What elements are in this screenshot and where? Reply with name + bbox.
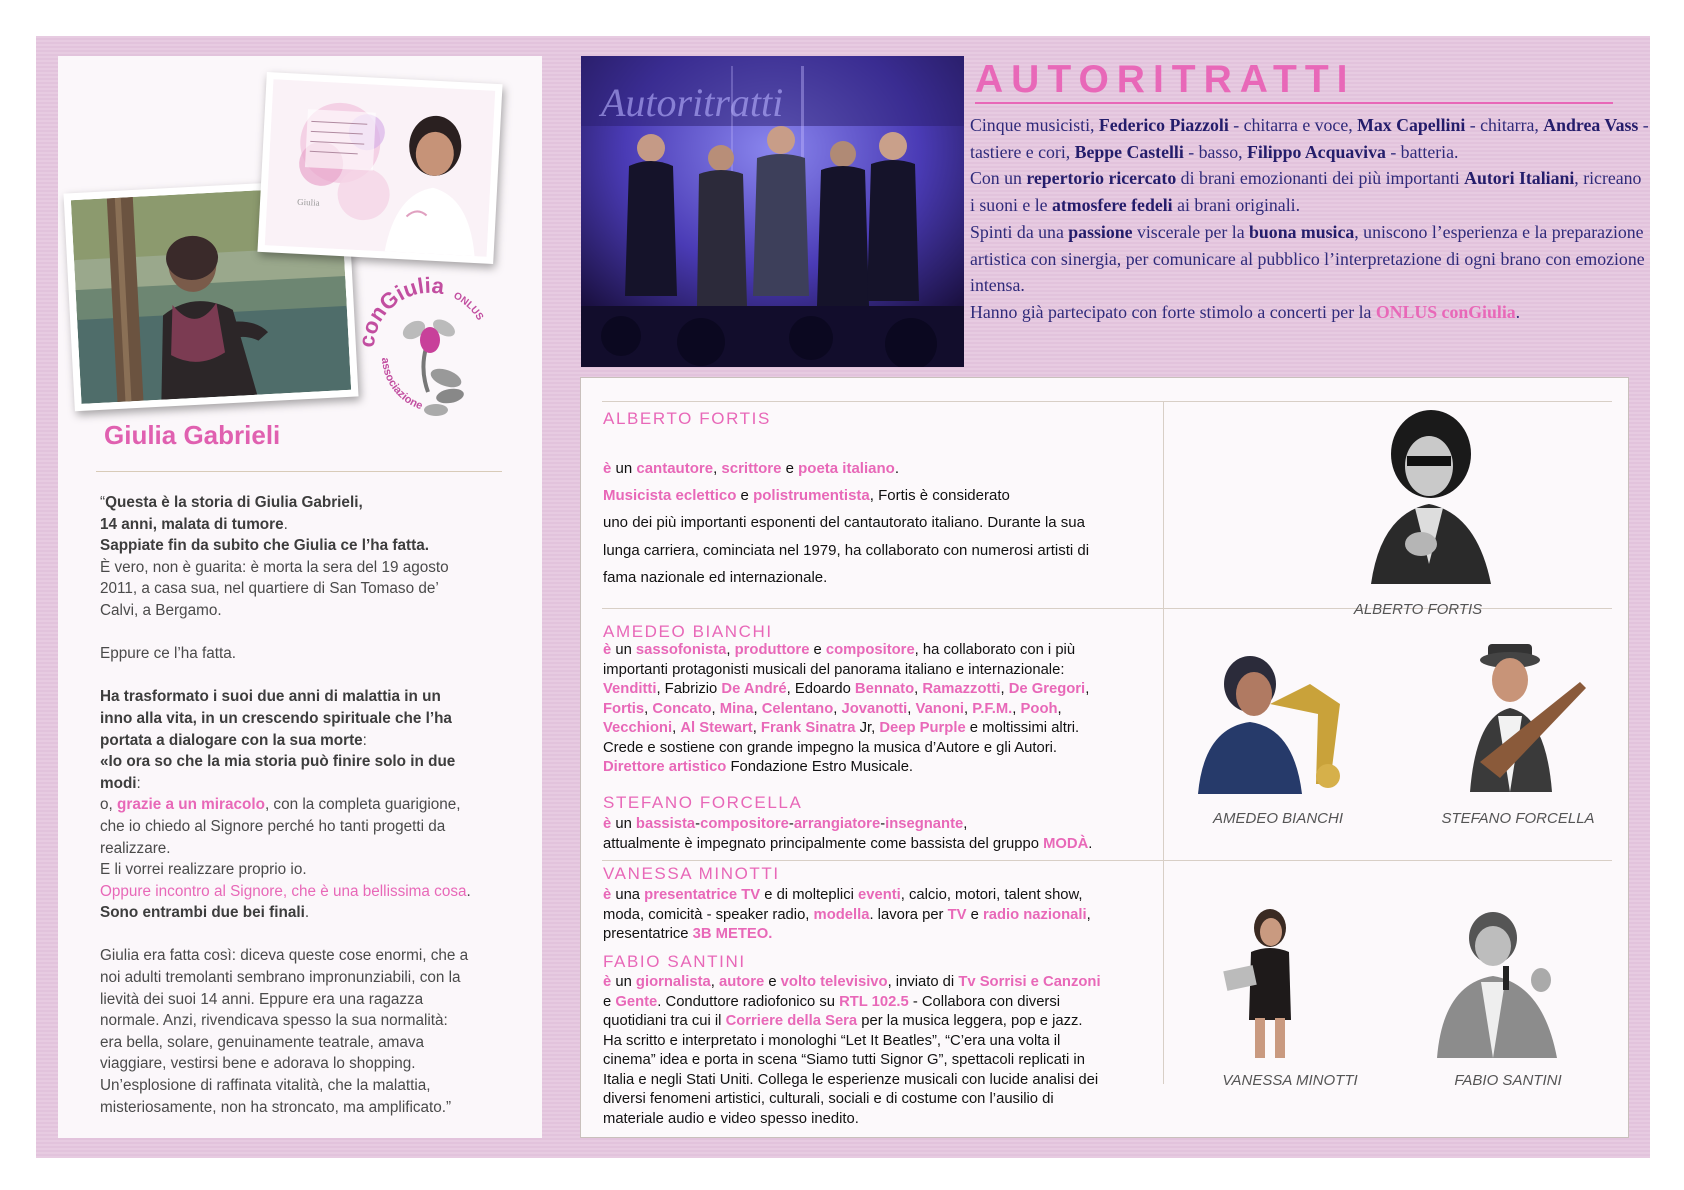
bold-text: Sappiate fin da subito che Giulia ce l’ha fatta. xyxy=(100,537,429,555)
bio-line xyxy=(603,509,1163,536)
giulia-name: Giulia Gabrieli xyxy=(104,420,281,450)
text-run: , xyxy=(711,700,720,717)
highlight-text: modella xyxy=(813,906,870,923)
story-line xyxy=(100,578,500,600)
text-run: , calcio, motori, talent show, xyxy=(900,887,1083,903)
bio-line xyxy=(603,886,1163,906)
bold-text: passione xyxy=(1068,221,1133,242)
text-run: , Fortis è considerato xyxy=(869,487,1010,505)
bio-line xyxy=(603,661,1163,681)
bio-line xyxy=(603,906,1163,926)
text-run: Jr, xyxy=(855,720,880,736)
bio-line xyxy=(603,455,1163,482)
story-line xyxy=(100,751,500,773)
highlight-text: Jovanotti xyxy=(841,700,908,717)
bio-line xyxy=(603,1110,1163,1130)
artist-caption: ALBERTO FORTIS xyxy=(1353,601,1483,618)
highlight-text: autore xyxy=(718,974,765,990)
text-run: e di molteplici xyxy=(760,887,858,903)
text-run: - batteria. xyxy=(1385,141,1459,162)
bold-text: Questa è la storia di Giulia Gabrieli, xyxy=(105,494,363,511)
artist-bio xyxy=(603,815,1163,854)
story-line xyxy=(100,1010,500,1032)
highlight-text: MODÀ xyxy=(1043,835,1089,852)
text-run: ai brani originali. xyxy=(1172,195,1301,216)
text-run: - chitarra e voce, xyxy=(1228,115,1358,135)
highlight-text: Ramazzotti xyxy=(922,681,1001,697)
text-run: . Conduttore radiofonico su xyxy=(657,993,840,1010)
artist-heading: FABIO SANTINI xyxy=(603,952,746,971)
story-line xyxy=(100,838,500,860)
highlight-text: Celentano xyxy=(761,700,834,717)
artist-heading: VANESSA MINOTTI xyxy=(603,864,780,883)
story-line xyxy=(100,945,500,967)
text-run: Fondazione Estro Musicale. xyxy=(726,759,914,775)
text-run: uno dei più importanti esponenti del cantautorato italiano. Durante la sua xyxy=(603,514,1085,532)
highlight-text: è xyxy=(603,887,612,903)
artist-bio xyxy=(603,973,1163,1129)
bio-line xyxy=(603,758,1163,778)
left-divider xyxy=(96,471,502,472)
autoritratti-paragraph xyxy=(970,299,1650,326)
text-run: presentatrice xyxy=(603,926,693,942)
artist-caption: STEFANO FORCELLA xyxy=(1441,810,1595,827)
text-run: una xyxy=(611,887,645,903)
highlight-text: Gente xyxy=(615,993,658,1010)
story-line xyxy=(100,967,500,989)
highlight-text: scrittore xyxy=(721,460,782,477)
bio-line xyxy=(603,835,1163,855)
artist-caption: VANESSA MINOTTI xyxy=(1222,1072,1358,1089)
highlight-text: sassofonista xyxy=(635,642,727,658)
story-line xyxy=(100,1097,500,1119)
text-run: , xyxy=(907,700,916,717)
bio-line xyxy=(603,564,1163,591)
story-line xyxy=(100,902,500,924)
story-line xyxy=(100,773,500,795)
text-run: - basso, xyxy=(1183,141,1248,162)
highlight-text: Corriere della Sera xyxy=(725,1013,858,1029)
text-run: un xyxy=(611,460,637,477)
highlight-text: TV xyxy=(947,906,967,923)
text-run: Hanno già partecipato con forte stimolo a concerti per la xyxy=(970,301,1376,322)
story-line xyxy=(100,1053,500,1075)
artist-bio xyxy=(603,641,1163,778)
highlight-text: produttore xyxy=(734,642,810,658)
text-run: misteriosamente, non ha stroncato, ma amplificato.” xyxy=(100,1098,452,1116)
artist-caption: AMEDEO BIANCHI xyxy=(1212,810,1344,827)
text-run: Italia e negli Stati Uniti. Collega le esperienze musicali con lucide analisi dei xyxy=(603,1071,1099,1088)
card-column-divider xyxy=(1163,401,1164,1084)
autoritratti-title: AUTORITRATTI xyxy=(975,58,1356,101)
concert-photo xyxy=(581,56,964,367)
story-line xyxy=(100,643,500,665)
bold-text: repertorio ricercato xyxy=(1026,168,1177,189)
highlight-text: Oppure incontro al Signore, che è una bellissima cosa xyxy=(100,882,467,900)
text-run: moda, comicità - speaker radio, xyxy=(603,906,814,923)
highlight-text: giornalista xyxy=(635,974,711,990)
bold-text: atmosfere fedeli xyxy=(1051,195,1173,216)
text-run: lievità dei suoi 14 anni. Eppure era una ragazza xyxy=(100,990,424,1008)
text-run: , xyxy=(914,681,923,697)
bold-text: Sono entrambi due bei finali xyxy=(100,904,305,922)
text-run: , xyxy=(752,720,761,736)
bio-line xyxy=(603,537,1163,564)
text-run: attualmente è impegnato principalmente come bassista del gruppo xyxy=(603,835,1044,852)
text-run: e xyxy=(736,487,754,505)
highlight-text: Mina xyxy=(719,700,754,717)
svg-text:Giulia: Giulia xyxy=(296,196,320,208)
story-line xyxy=(100,665,500,687)
highlight-text: Vecchioni xyxy=(603,720,673,736)
highlight-text: Venditti xyxy=(603,681,657,697)
highlight-text: Musicista eclettico xyxy=(603,487,737,505)
bio-line xyxy=(603,1051,1163,1071)
highlight-text: Fortis xyxy=(603,700,645,717)
highlight-text: è xyxy=(603,460,612,477)
highlight-text: volto televisivo xyxy=(780,974,888,990)
story-line xyxy=(100,1032,500,1054)
highlight-text: bassista xyxy=(635,816,696,832)
highlight-text: RTL 102.5 xyxy=(839,993,909,1010)
bio-line xyxy=(603,680,1163,700)
text-run: un xyxy=(611,816,636,832)
story-line xyxy=(100,492,500,514)
text-run: Eppure ce l’ha fatta. xyxy=(100,645,237,663)
text-run: , xyxy=(1085,681,1090,697)
bio-line xyxy=(603,993,1163,1013)
svg-text:ONLUS: ONLUS xyxy=(451,290,486,323)
text-run: che io chiedo al Signore perché ho tanti progetti da xyxy=(100,817,446,835)
story-line xyxy=(100,622,500,644)
bio-line xyxy=(603,641,1163,661)
text-run: e moltissimi altri. xyxy=(965,720,1080,736)
text-run: un xyxy=(611,642,636,658)
artist-caption: FABIO SANTINI xyxy=(1454,1072,1562,1089)
text-run: e xyxy=(809,642,826,658)
story-line xyxy=(100,1075,500,1097)
bold-text: Ha trasformato i suoi due anni di malattia in un xyxy=(100,688,441,706)
text-run: di brani emozionanti dei più importanti xyxy=(1176,168,1465,189)
alberto-fortis-photo xyxy=(1351,404,1507,584)
highlight-text: radio nazionali xyxy=(982,906,1087,923)
story-line xyxy=(100,600,500,622)
artist-heading: ALBERTO FORTIS xyxy=(603,409,771,428)
highlight-text: 3B METEO. xyxy=(692,926,773,942)
text-run: Calvi, a Bergamo. xyxy=(100,601,222,619)
bold-text: « xyxy=(100,753,109,771)
text-run: . xyxy=(1515,301,1521,322)
bio-line xyxy=(603,815,1163,835)
highlight-text: Pooh xyxy=(1020,700,1058,717)
highlight-text: De André xyxy=(721,681,787,697)
text-run: , xyxy=(1000,681,1009,697)
bold-text: Federico Piazzoli xyxy=(1098,115,1229,135)
highlight-text: grazie a un miracolo xyxy=(117,796,265,814)
bold-text: buona musica xyxy=(1249,221,1355,242)
text-run: realizzare. xyxy=(100,839,171,857)
bold-text: Io ora so che la mia storia può finire solo in due xyxy=(108,753,456,771)
highlight-text: arrangiatore xyxy=(793,816,881,832)
bio-line xyxy=(603,1090,1163,1110)
text-run: , con la completa guarigione, xyxy=(264,796,461,814)
highlight-text: compositore xyxy=(825,642,915,658)
bio-line xyxy=(603,1071,1163,1091)
vanessa-minotti-photo xyxy=(1215,908,1325,1058)
autoritratti-paragraph xyxy=(970,219,1650,299)
bold-text: inno alla vita, in un crescendo spirituale che l’ha xyxy=(100,709,452,727)
text-run: . xyxy=(304,904,310,922)
text-run: e xyxy=(603,993,616,1010)
text-run: : xyxy=(136,774,141,792)
text-run: . lavora per xyxy=(869,906,948,923)
story-line xyxy=(100,881,500,903)
card-rule xyxy=(602,860,1612,861)
text-run: lunga carriera, cominciata nel 1979, ha collaborato con numerosi artisti di xyxy=(603,541,1090,559)
story-line xyxy=(100,557,500,579)
text-run: e xyxy=(764,974,781,990)
text-run: . xyxy=(283,515,288,533)
autoritratti-description xyxy=(970,112,1650,326)
text-run: e xyxy=(966,906,983,923)
highlight-text: Tv Sorrisi e Canzoni xyxy=(958,974,1101,990)
text-run: materiale audio e video spesso inedito. xyxy=(603,1110,859,1127)
text-run: , inviato di xyxy=(887,974,959,990)
text-run: , xyxy=(963,816,968,832)
text-run: , xyxy=(753,700,762,717)
amedeo-bianchi-photo xyxy=(1190,644,1350,794)
story-line xyxy=(100,816,500,838)
highlight-text: Concato xyxy=(652,700,712,717)
text-run: , xyxy=(672,720,681,736)
text-run: , xyxy=(1012,700,1021,717)
text-run: noi adulti tremolanti sembrano impronunziabili, con la xyxy=(100,969,461,987)
text-run: : xyxy=(362,731,367,749)
text-run: , xyxy=(833,700,842,717)
text-run: - xyxy=(788,816,794,832)
text-run: quotidiani tra cui il xyxy=(603,1013,726,1029)
text-run: viscerale per la xyxy=(1132,221,1250,242)
highlight-text: compositore xyxy=(700,816,789,832)
text-run: Giulia era fatta così: diceva queste cose enormi, che a xyxy=(100,947,469,965)
artist-heading: STEFANO FORCELLA xyxy=(603,793,803,812)
text-run: Un’esplosione di raffinata vitalità, che la malattia, xyxy=(100,1077,431,1095)
bio-line xyxy=(603,1012,1163,1032)
highlight-text: P.F.M. xyxy=(972,700,1013,717)
text-run: per la musica leggera, pop e jazz. xyxy=(857,1013,1083,1029)
highlight-text: polistrumentista xyxy=(753,487,870,505)
text-run: importanti protagonisti musicali del panorama italiano e internazionale: xyxy=(603,661,1065,678)
text-run: , xyxy=(713,460,722,477)
highlight-text: Al Stewart xyxy=(680,720,753,736)
autoritratti-paragraph xyxy=(970,165,1650,218)
congiulia-logo xyxy=(354,270,504,420)
artist-heading: AMEDEO BIANCHI xyxy=(603,622,773,641)
text-run: Spinti da una xyxy=(970,221,1069,242)
text-run: , xyxy=(710,974,719,990)
text-run: - xyxy=(880,816,886,832)
bold-text: modi xyxy=(100,774,137,792)
text-run: diversi fenomeni artistici, culturali, sociali e di costume con l’ausilio di xyxy=(603,1091,1054,1107)
fabio-santini-photo xyxy=(1423,910,1571,1058)
story-line xyxy=(100,708,500,730)
highlight-text: è xyxy=(603,974,612,990)
text-run: , xyxy=(1057,700,1062,717)
text-run: , uniscono l’esperienza e la preparazione artistica con sinergia, per comunicare al pubblico l’interpretazione di ogni brano con emozione intensa. xyxy=(970,221,1645,296)
text-run: cinema” idea e porta in scena “Siamo tutti Signor G”, spettacoli replicati in xyxy=(603,1052,1085,1068)
bold-text: Beppe Castelli xyxy=(1074,141,1184,162)
text-run: E li vorrei realizzare proprio io. xyxy=(100,861,307,879)
story-line xyxy=(100,514,500,536)
bio-line xyxy=(603,925,1163,945)
highlight-text: presentatrice TV xyxy=(644,887,761,903)
card-rule xyxy=(602,401,1612,402)
text-run: . xyxy=(894,460,899,477)
bold-text: Andrea Vass xyxy=(1543,115,1639,135)
bio-line xyxy=(603,700,1163,720)
text-run: , xyxy=(644,700,653,717)
text-run: e xyxy=(781,460,799,477)
text-run: È vero, non è guarita: è morta la sera del 19 agosto xyxy=(100,558,449,576)
text-run: , Edoardo xyxy=(786,681,855,697)
story-line xyxy=(100,924,500,946)
text-run: , xyxy=(726,642,735,658)
story-line xyxy=(100,794,500,816)
svg-text:associazione: associazione xyxy=(378,357,425,413)
giulia-drawing-photo xyxy=(257,72,502,264)
highlight-text: Direttore artistico xyxy=(603,759,727,775)
highlight-text: cantautore xyxy=(636,460,714,477)
text-run: Cinque musicisti, xyxy=(970,115,1099,135)
stefano-forcella-photo xyxy=(1440,642,1590,792)
text-run: “ xyxy=(100,494,106,511)
bold-text: Autori Italiani xyxy=(1464,168,1575,189)
highlight-text: Frank Sinatra xyxy=(760,720,856,736)
text-run: 2011, a casa sua, nel quartiere di San Tomaso de’ xyxy=(100,580,439,598)
highlight-text: Deep Purple xyxy=(879,720,966,736)
highlight-text: Vanoni xyxy=(915,700,965,717)
highlight-text: poeta italiano xyxy=(798,460,895,477)
artist-bio xyxy=(603,886,1163,945)
text-run: . xyxy=(466,882,471,900)
text-run: Ha scritto e interpretato i monologhi “Let It Beatles”, “C’era una volta il xyxy=(603,1032,1061,1049)
autoritratti-divider xyxy=(975,102,1613,104)
artist-bio xyxy=(603,455,1163,591)
text-run: , Fabrizio xyxy=(656,681,722,697)
text-run: fama nazionale ed internazionale. xyxy=(603,568,828,586)
text-run: - Collabora con diversi xyxy=(908,993,1061,1010)
highlight-text: insegnante xyxy=(885,816,964,832)
highlight-text: Bennato xyxy=(854,681,915,697)
text-run: , ha collaborato con i più xyxy=(914,642,1076,658)
story-line xyxy=(100,535,500,557)
text-run: . xyxy=(1088,835,1093,852)
giulia-story xyxy=(100,492,500,1118)
bio-line xyxy=(603,1032,1163,1052)
story-line xyxy=(100,859,500,881)
highlight-text: è xyxy=(603,642,612,658)
text-run: , xyxy=(1086,906,1091,923)
text-run: normale. Anzi, rivendicava spesso la sua normalità: xyxy=(100,1012,448,1030)
bold-text: portata a dialogare con la sua morte xyxy=(100,731,363,749)
text-run: - tastiere e cori, xyxy=(970,115,1649,162)
text-run: era bella, solare, genuinamente teatrale, amava xyxy=(100,1033,424,1051)
story-line xyxy=(100,686,500,708)
highlight-text: De Gregori xyxy=(1008,681,1086,697)
bio-line xyxy=(603,973,1163,993)
highlight-text: eventi xyxy=(858,887,901,903)
bio-line xyxy=(603,739,1163,759)
bold-text: Filippo Acquaviva xyxy=(1247,141,1386,162)
text-run: - chitarra, xyxy=(1465,115,1544,135)
bio-line xyxy=(603,482,1163,509)
svg-text:conGiulia: conGiulia xyxy=(354,272,446,349)
text-run: viaggiare, vestirsi bene e adorava lo shopping. xyxy=(100,1055,416,1073)
highlight-text: è xyxy=(603,816,612,832)
bio-line xyxy=(603,719,1163,739)
story-line xyxy=(100,989,500,1011)
text-run: Crede e sostiene con grande impegno la musica d’Autore e gli Autori. xyxy=(603,739,1058,756)
text-run: - xyxy=(695,816,701,832)
text-run: , xyxy=(964,700,973,717)
bold-text: Max Capellini xyxy=(1357,115,1466,135)
svg-text:Autoritratti: Autoritratti xyxy=(601,80,784,125)
autoritratti-paragraph xyxy=(970,112,1650,165)
text-run: , ricreano i suoni e le xyxy=(970,168,1642,216)
text-run: Con un xyxy=(970,168,1027,189)
bold-text: 14 anni, malata di tumore xyxy=(100,515,284,533)
highlight-text: ONLUS conGiulia xyxy=(1375,301,1516,322)
text-run: o, xyxy=(100,796,118,814)
story-line xyxy=(100,730,500,752)
text-run: un xyxy=(611,974,636,990)
